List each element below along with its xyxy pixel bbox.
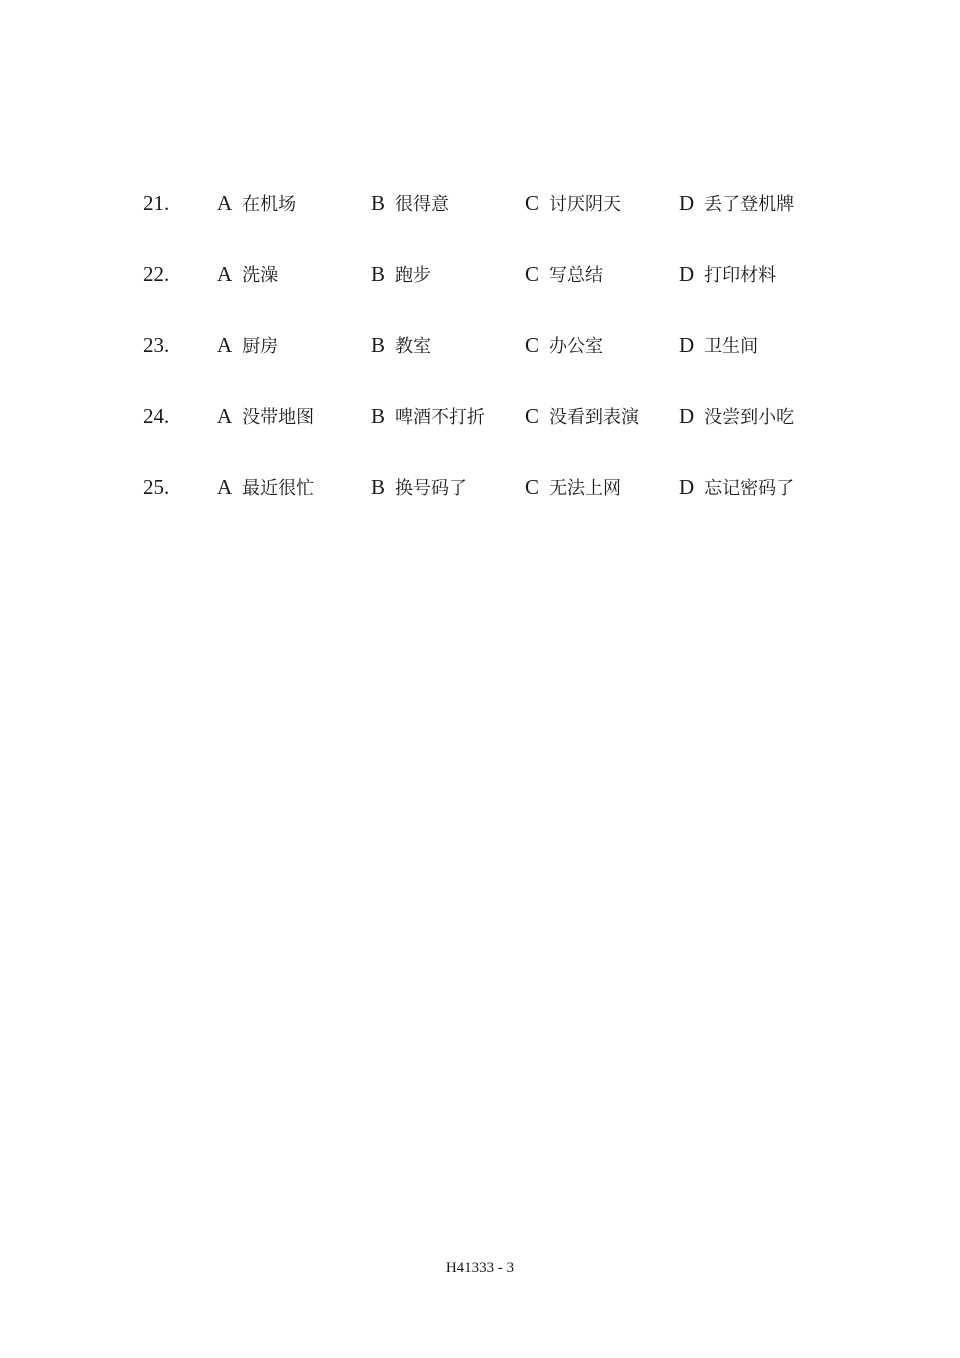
option-d: D 忘记密码了 [679, 475, 795, 499]
option-b: B 教室 [371, 333, 432, 357]
question-number: 22. [143, 262, 170, 286]
question-23 [0, 330, 960, 360]
option-d: D 卫生间 [679, 333, 759, 357]
option-a: A 厨房 [217, 333, 279, 357]
option-a: A 没带地图 [217, 404, 315, 428]
option-d: D 打印材料 [679, 262, 777, 286]
option-d: D 丢了登机牌 [679, 191, 795, 215]
option-c: C 没看到表演 [525, 404, 640, 428]
question-21 [0, 188, 960, 218]
page-footer: H41333 - 3 [445, 1260, 515, 1276]
question-number: 23. [143, 333, 170, 357]
option-c: C 无法上网 [525, 475, 622, 499]
question-number: 25. [143, 475, 170, 499]
option-b: B 很得意 [371, 191, 450, 215]
option-a: A 最近很忙 [217, 475, 315, 499]
question-25 [0, 472, 960, 502]
option-c: C 讨厌阴天 [525, 191, 622, 215]
option-a: A 洗澡 [217, 262, 279, 286]
question-24 [0, 401, 960, 431]
question-number: 24. [143, 404, 170, 428]
question-number: 21. [143, 191, 170, 215]
option-b: B 换号码了 [371, 475, 468, 499]
option-c: C 写总结 [525, 262, 604, 286]
option-a: A 在机场 [217, 191, 297, 215]
option-b: B 跑步 [371, 262, 432, 286]
option-b: B 啤酒不打折 [371, 404, 486, 428]
option-d: D 没尝到小吃 [679, 404, 795, 428]
option-c: C 办公室 [525, 333, 604, 357]
question-22 [0, 259, 960, 289]
